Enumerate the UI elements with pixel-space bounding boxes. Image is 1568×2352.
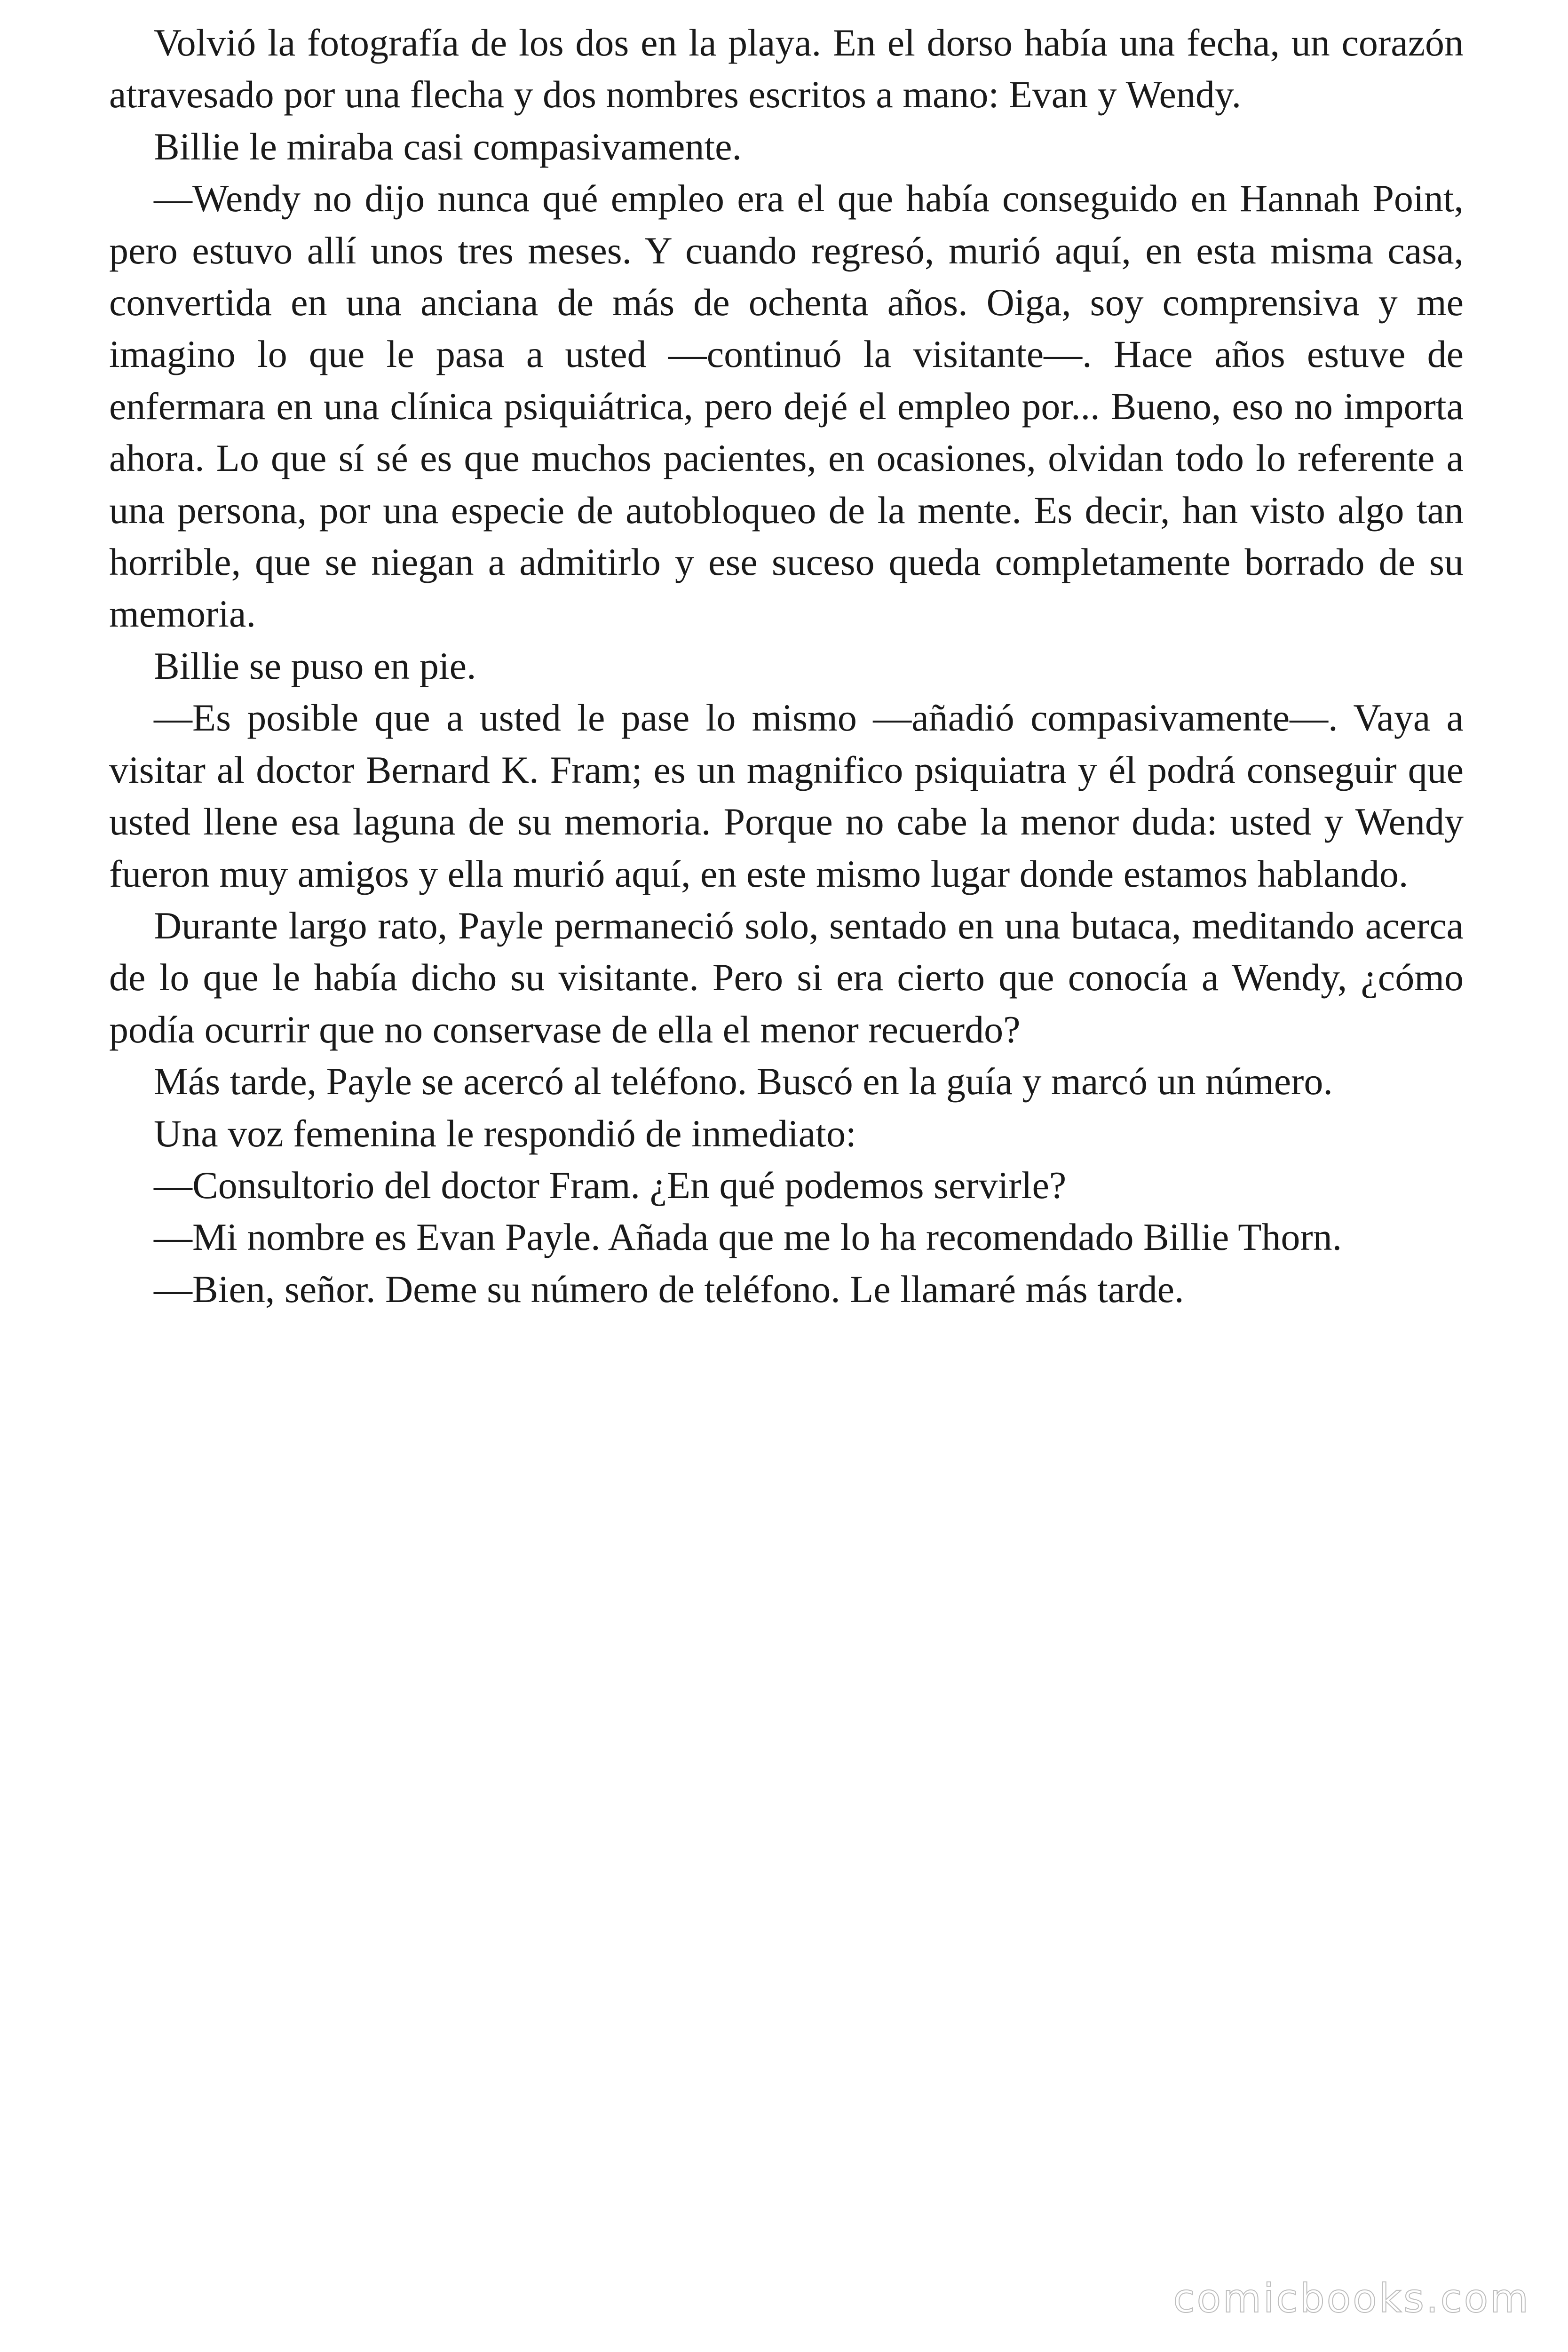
paragraph: —Bien, señor. Deme su número de teléfono. Le llamaré más tarde. <box>154 1267 1184 1311</box>
paragraph: Billie se puso en pie. <box>154 644 476 687</box>
paragraph: Una voz femenina le respondió de inmediato: <box>154 1112 856 1155</box>
paragraph: Billie le miraba casi compasivamente. <box>154 125 742 168</box>
paragraph: —Mi nombre es Evan Payle. Añada que me lo ha recomendado Billie Thorn. <box>154 1216 1342 1259</box>
paragraph: Más tarde, Payle se acercó al teléfono. Buscó en la guía y marcó un número. <box>154 1060 1333 1103</box>
paragraph: —Wendy no dijo nunca qué empleo era el que había conseguido en Hannah Point, pero estuvo allí unos tres meses. Y cuando regresó, murió aquí, en esta misma casa, convertida en una anciana de más de ochenta años. Oiga, soy comprensiva y me imagino lo que le pasa a usted —continuó la visitante—. Hace años estuve de enfermara en una clínica psiquiátrica, pero dejé el empleo por... Bueno, eso no importa ahora. Lo que sí sé es que muchos pacientes, en ocasiones, olvidan todo lo referente a una persona, por una especie de autobloqueo de la mente. Es decir, han visto algo tan horrible, que se niegan a admitirlo y ese suceso queda completamente borrado de su memoria. <box>109 177 1464 636</box>
watermark: comicbooks.com <box>1173 2275 1530 2321</box>
paragraph: —Es posible que a usted le pase lo mismo —añadió compasivamente—. Vaya a visitar al doctor Bernard K. Fram; es un magnifico psiquiatra y él podrá conseguir que usted llene esa laguna de su memoria. Porque no cabe la menor duda: usted y Wendy fueron muy amigos y ella murió aquí, en este mismo lugar donde estamos hablando. <box>109 696 1464 895</box>
paragraph: —Consultorio del doctor Fram. ¿En qué podemos servirle? <box>154 1163 1067 1207</box>
paragraph: Volvió la fotografía de los dos en la playa. En el dorso había una fecha, un corazón atravesado por una flecha y dos nombres escritos a mano: Evan y Wendy. <box>109 21 1464 116</box>
paragraph: Durante largo rato, Payle permaneció solo, sentado en una butaca, meditando acerca de lo que le había dicho su visitante. Pero si era cierto que conocía a Wendy, ¿cómo podía ocurrir que no conservase de ella el menor recuerdo? <box>109 904 1464 1051</box>
document-page <box>109 17 1464 1315</box>
